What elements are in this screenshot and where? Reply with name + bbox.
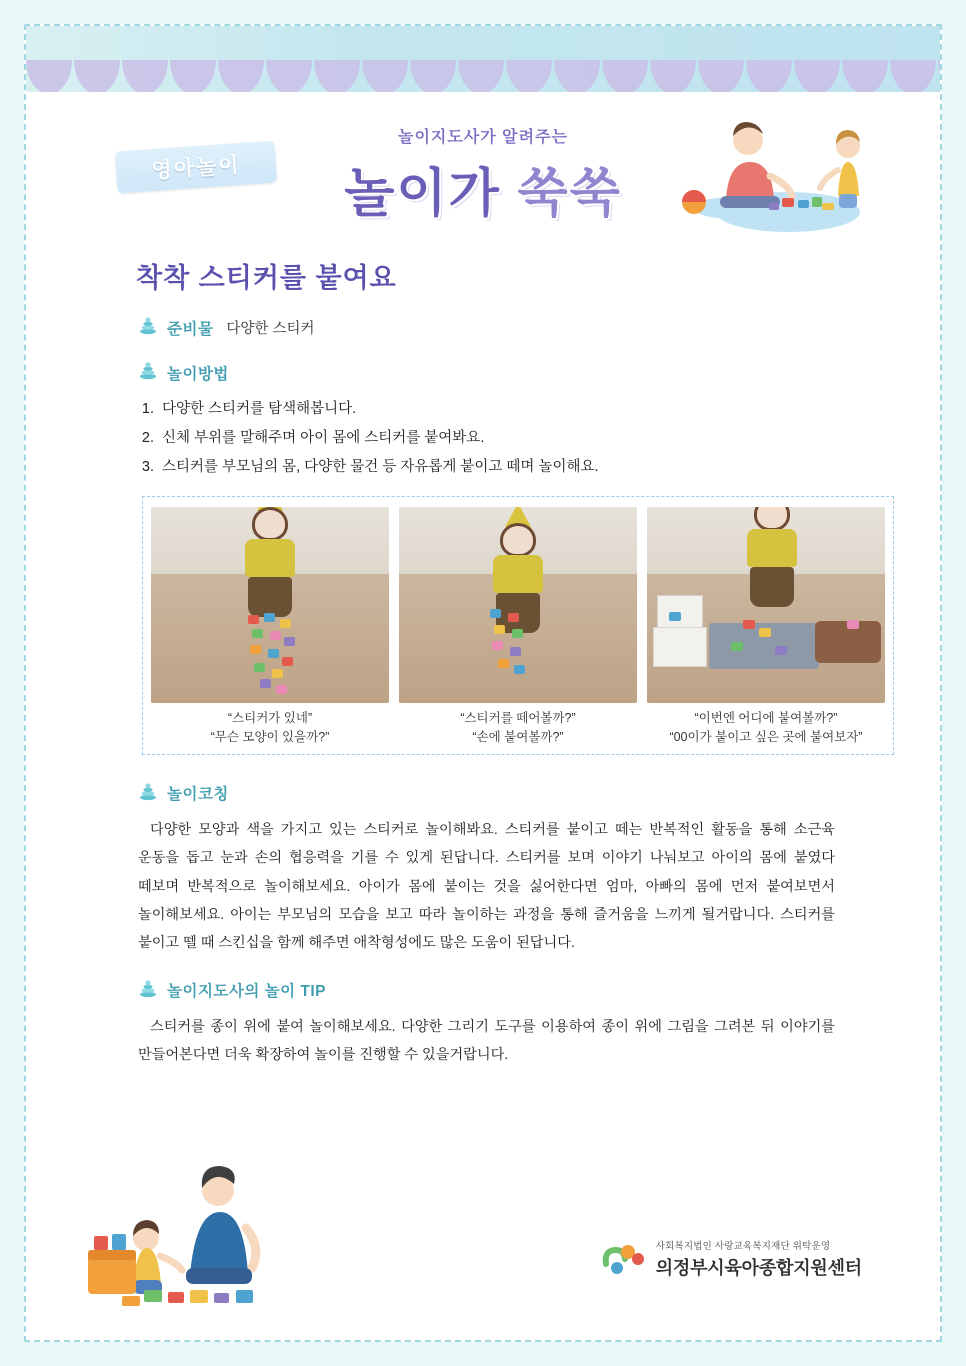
section-tip-label: 놀이지도사의 놀이 TIP <box>167 983 327 1001</box>
caption-line-1: “스티커가 있네” <box>227 711 313 725</box>
section-coaching-header <box>138 781 835 806</box>
page-title: 착착 스티커를 붙여요 <box>136 263 397 293</box>
caption-line-2: “손에 붙여볼까?” <box>472 730 564 745</box>
logo-mark-icon <box>602 1242 646 1276</box>
caption-line-2: “무슨 모양이 있을까?” <box>210 730 330 745</box>
parent-child-playing-illustration <box>670 104 880 244</box>
page-border <box>24 24 942 1342</box>
mother-and-child-blocks-illustration <box>86 1164 346 1314</box>
photo-cell <box>399 507 637 748</box>
photo-strip <box>142 496 894 755</box>
section-howto-header <box>138 360 835 385</box>
cone-icon <box>138 315 158 340</box>
section-materials-text: 다양한 스티커 <box>226 321 315 337</box>
organization-subtitle: 사회복지법인 사랑교육복지재단 위탁운영 <box>655 1241 831 1252</box>
document-content <box>26 256 940 1084</box>
section-howto-label: 놀이방법 <box>167 365 229 383</box>
caption-line-2: “00이가 붙이고 싶은 곳에 붙여보자” <box>669 730 863 745</box>
howto-step-list <box>142 395 835 482</box>
title-main-part1: 놀이가 <box>344 165 518 223</box>
cone-icon <box>138 360 158 385</box>
section-coaching-label: 놀이코칭 <box>167 786 229 804</box>
logo-text <box>656 1238 862 1280</box>
organization-name: 의정부시육아종합지원센터 <box>655 1258 862 1278</box>
category-badge-label: 영아놀이 <box>150 153 242 184</box>
section-materials-header <box>138 315 835 340</box>
cone-icon <box>138 978 158 1003</box>
cone-icon <box>138 781 158 806</box>
document-header <box>26 96 940 256</box>
photo-doll-with-stickers-on-furniture <box>647 507 885 703</box>
photo-doll-with-stickers-on-floor <box>151 507 389 703</box>
list-item: 2. 신체 부위를 말해주며 아이 몸에 스티커를 붙여봐요. <box>158 424 835 453</box>
list-item: 1. 다양한 스티커를 탐색해봅니다. <box>158 395 835 424</box>
scallop-shapes <box>26 60 940 92</box>
caption-line-1: “이번엔 어디에 붙여볼까?” <box>694 711 838 725</box>
caption-line-1: “스티커를 떼어볼까?” <box>460 711 576 725</box>
section-tip-text: 스티커를 종이 위에 붙여 놀이해보세요. 다양한 그리기 도구를 이용하여 종이 위에 그림을 그려본 뒤 이야기를 만들어본다면 더욱 확장하여 놀이를 진행할 수 있을거랍니다. <box>138 1018 835 1064</box>
photo-cell <box>647 507 885 748</box>
section-materials-label: 준비물 <box>167 320 214 338</box>
section-coaching-text: 다양한 모양과 색을 가지고 있는 스티커로 놀이해봐요. 스티커를 붙이고 떼는 반복적인 활동을 통해 소근육 운동을 돕고 눈과 손의 협응력을 기를 수 있게 된답니다. 스티커를 보며 이야기 나눠보고 아이의 몸에 붙였다 떼보며 반복적으로 놀이해보세요. 아이가 몸에 붙이는 것을 싫어한다면 엄마, 아빠의 몸에 먼저 붙여보면서 놀이해보세요. 아이는 부모님의 모습을 보고 따라 놀이하는 과정을 통해 즐거움을 느끼게 될거랍니다. 스티커를 붙이고 뗄 때 스킨십을 함께 해주면 애착형성에도 많은 도움이 된답니다. <box>138 821 835 952</box>
photo-caption <box>647 709 885 748</box>
photo-caption <box>399 709 637 748</box>
title-main-part2: 쑥쑥 <box>517 165 622 223</box>
content-body <box>138 315 863 1070</box>
section-tip-header <box>138 978 835 1003</box>
photo-caption <box>151 709 389 748</box>
title-subtitle: 놀이지도사가 알려주는 <box>397 129 568 146</box>
document-footer <box>26 1164 940 1314</box>
photo-doll-sitting-with-stickers <box>399 507 637 703</box>
organization-logo <box>602 1238 862 1280</box>
top-decorative-band <box>26 26 940 92</box>
list-item: 3. 스티커를 부모님의 몸, 다양한 물건 등 자유롭게 붙이고 떼며 놀이해요. <box>158 453 835 482</box>
photo-cell <box>151 507 389 748</box>
